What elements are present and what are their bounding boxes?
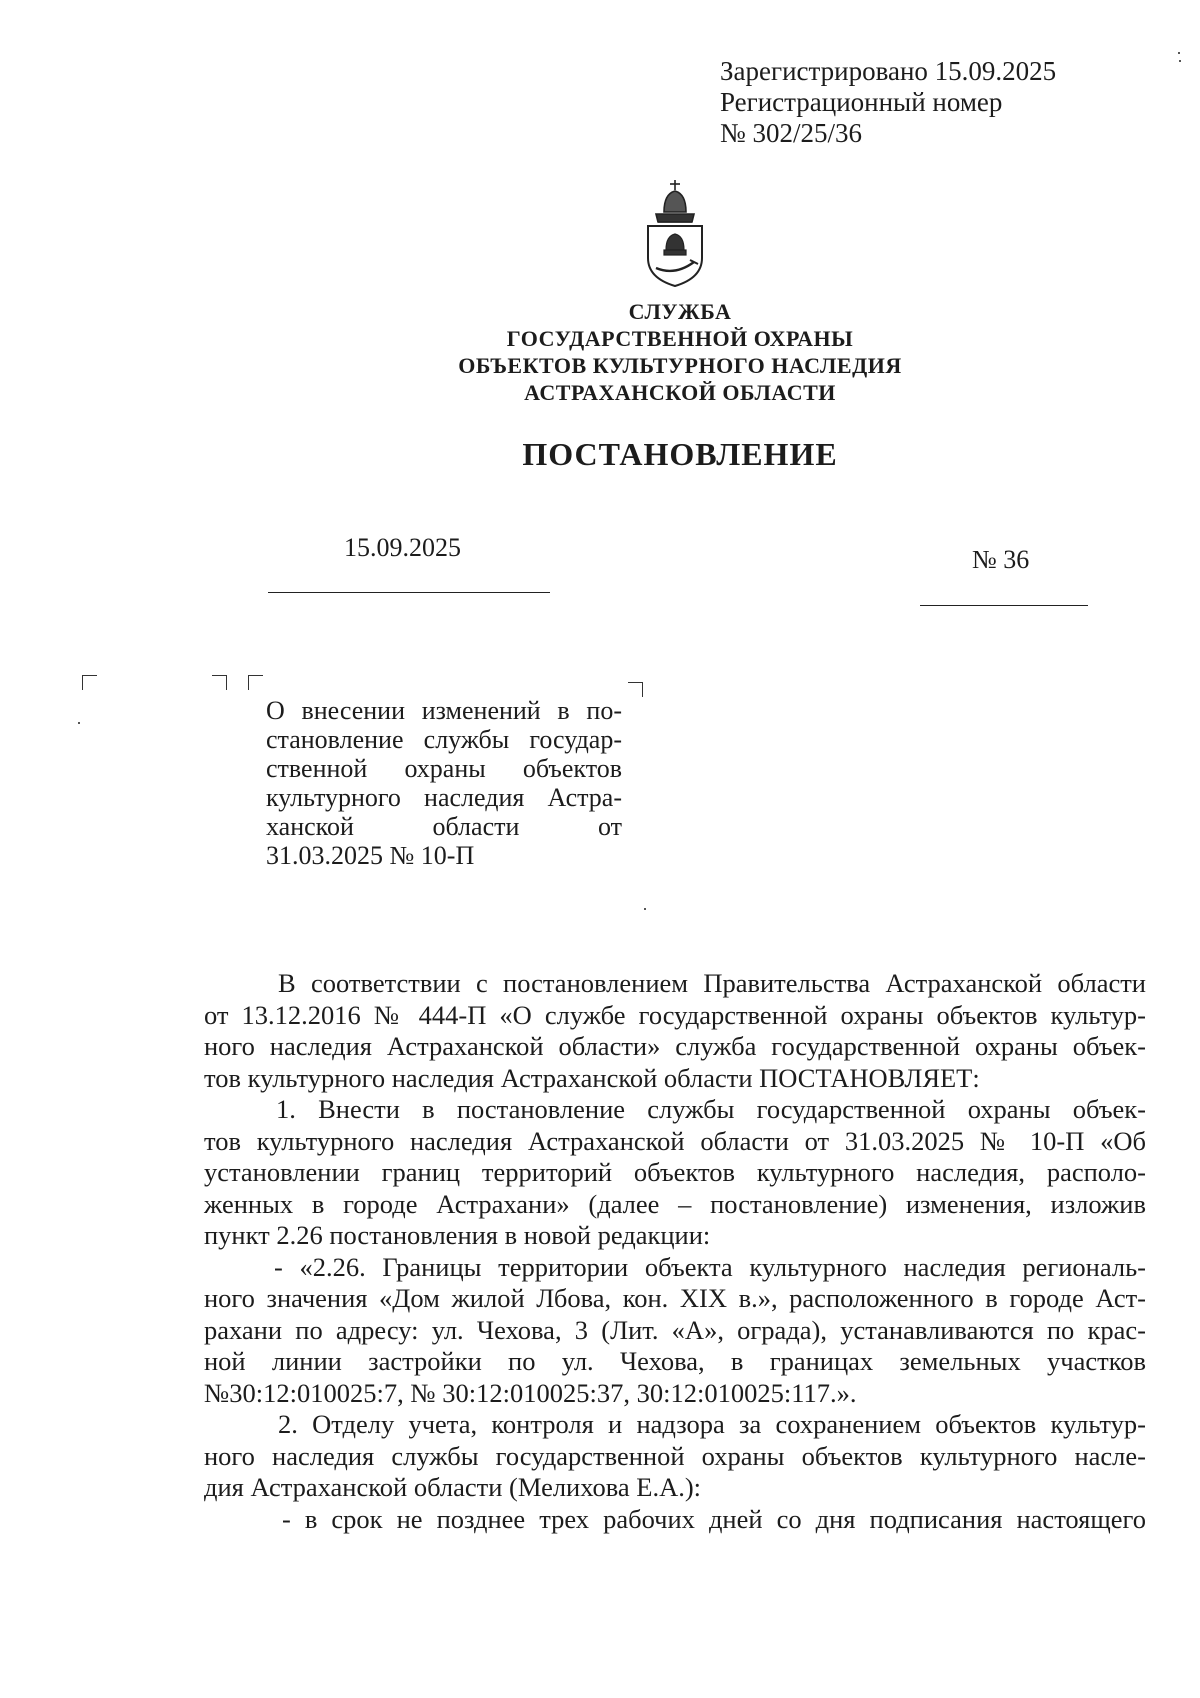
organization-line: ГОСУДАРСТВЕННОЙ ОХРАНЫ xyxy=(506,326,854,351)
organization-line: СЛУЖБА xyxy=(628,299,732,324)
number-underline xyxy=(920,605,1088,606)
organization-line: АСТРАХАНСКОЙ ОБЛАСТИ xyxy=(524,380,836,405)
body-line: дия Астраханской области (Мелихова Е.А.): xyxy=(204,1472,702,1502)
scan-speck xyxy=(1179,60,1181,62)
document-body xyxy=(204,968,1146,1535)
corner-mark xyxy=(628,682,643,697)
body-line: 1. Внести в постановление службы государственной охраны объек- xyxy=(276,1094,1146,1124)
organization-line: ОБЪЕКТОВ КУЛЬТУРНОГО НАСЛЕДИЯ xyxy=(458,353,902,378)
subject-line: ственной охраны объектов xyxy=(266,754,622,783)
subject-line: ханской области от xyxy=(266,812,622,841)
coat-of-arms-icon xyxy=(642,178,708,288)
document-subject xyxy=(266,696,622,870)
body-line: пункт 2.26 постановления в новой редакции: xyxy=(204,1220,711,1250)
body-line: 2. Отделу учета, контроля и надзора за сохранением объектов культур- xyxy=(278,1409,1146,1439)
registration-number: № 302/25/36 xyxy=(720,118,863,148)
body-line: В соответствии с постановлением Правительства Астраханской области xyxy=(278,968,1146,998)
body-line: - в срок не позднее трех рабочих дней со дня подписания настоящего xyxy=(282,1503,1146,1534)
body-line: женных в городе Астрахани» (далее – постановление) изменения, изложив xyxy=(204,1188,1146,1219)
document-date: 15.09.2025 xyxy=(344,533,461,562)
body-line: рахани по адресу: ул. Чехова, 3 (Лит. «А», ограда), устанавливаются по крас- xyxy=(204,1314,1146,1345)
body-line: тов культурного наследия Астраханской области ПОСТАНОВЛЯЕТ: xyxy=(204,1062,980,1093)
date-underline xyxy=(268,592,550,593)
body-line: установлении границ территорий объектов культурного наследия, располо- xyxy=(204,1157,1146,1187)
body-line: - «2.26. Границы территории объекта культурного наследия региональ- xyxy=(274,1251,1146,1282)
body-line: тов культурного наследия Астраханской области от 31.03.2025 № 10-П «Об xyxy=(204,1125,1146,1156)
corner-mark xyxy=(82,675,97,690)
subject-line: 31.03.2025 № 10-П xyxy=(266,841,475,870)
subject-line: становление службы государ- xyxy=(266,725,622,754)
registration-label: Регистрационный номер xyxy=(720,87,1003,117)
body-line: ного наследия Астраханской области» служба государственной охраны объек- xyxy=(204,1031,1146,1061)
subject-line: культурного наследия Астра- xyxy=(266,783,622,812)
body-line: от 13.12.2016 № 444-П «О службе государственной охраны объектов культур- xyxy=(204,999,1146,1030)
corner-mark xyxy=(248,675,263,690)
document-type-title: ПОСТАНОВЛЕНИЕ xyxy=(522,436,838,472)
body-line: ного наследия службы государственной охраны объектов культурного насле- xyxy=(204,1440,1146,1471)
scan-speck xyxy=(78,722,80,724)
subject-line: О внесении изменений в по- xyxy=(266,696,622,725)
scan-speck xyxy=(644,908,646,910)
organization-name xyxy=(0,298,1200,406)
body-line: ного значения «Дом жилой Лбова, кон. XIX в.», расположенного в городе Аст- xyxy=(204,1283,1146,1313)
registration-stamp xyxy=(720,56,1056,149)
scan-speck xyxy=(1178,52,1180,54)
registration-date: Зарегистрировано 15.09.2025 xyxy=(720,56,1057,86)
corner-mark xyxy=(212,675,227,690)
body-line: №30:12:010025:7, № 30:12:010025:37, 30:12:010025:117.». xyxy=(204,1377,857,1408)
body-line: ной линии застройки по ул. Чехова, в границах земельных участков xyxy=(204,1346,1146,1376)
document-number: № 36 xyxy=(972,545,1030,574)
